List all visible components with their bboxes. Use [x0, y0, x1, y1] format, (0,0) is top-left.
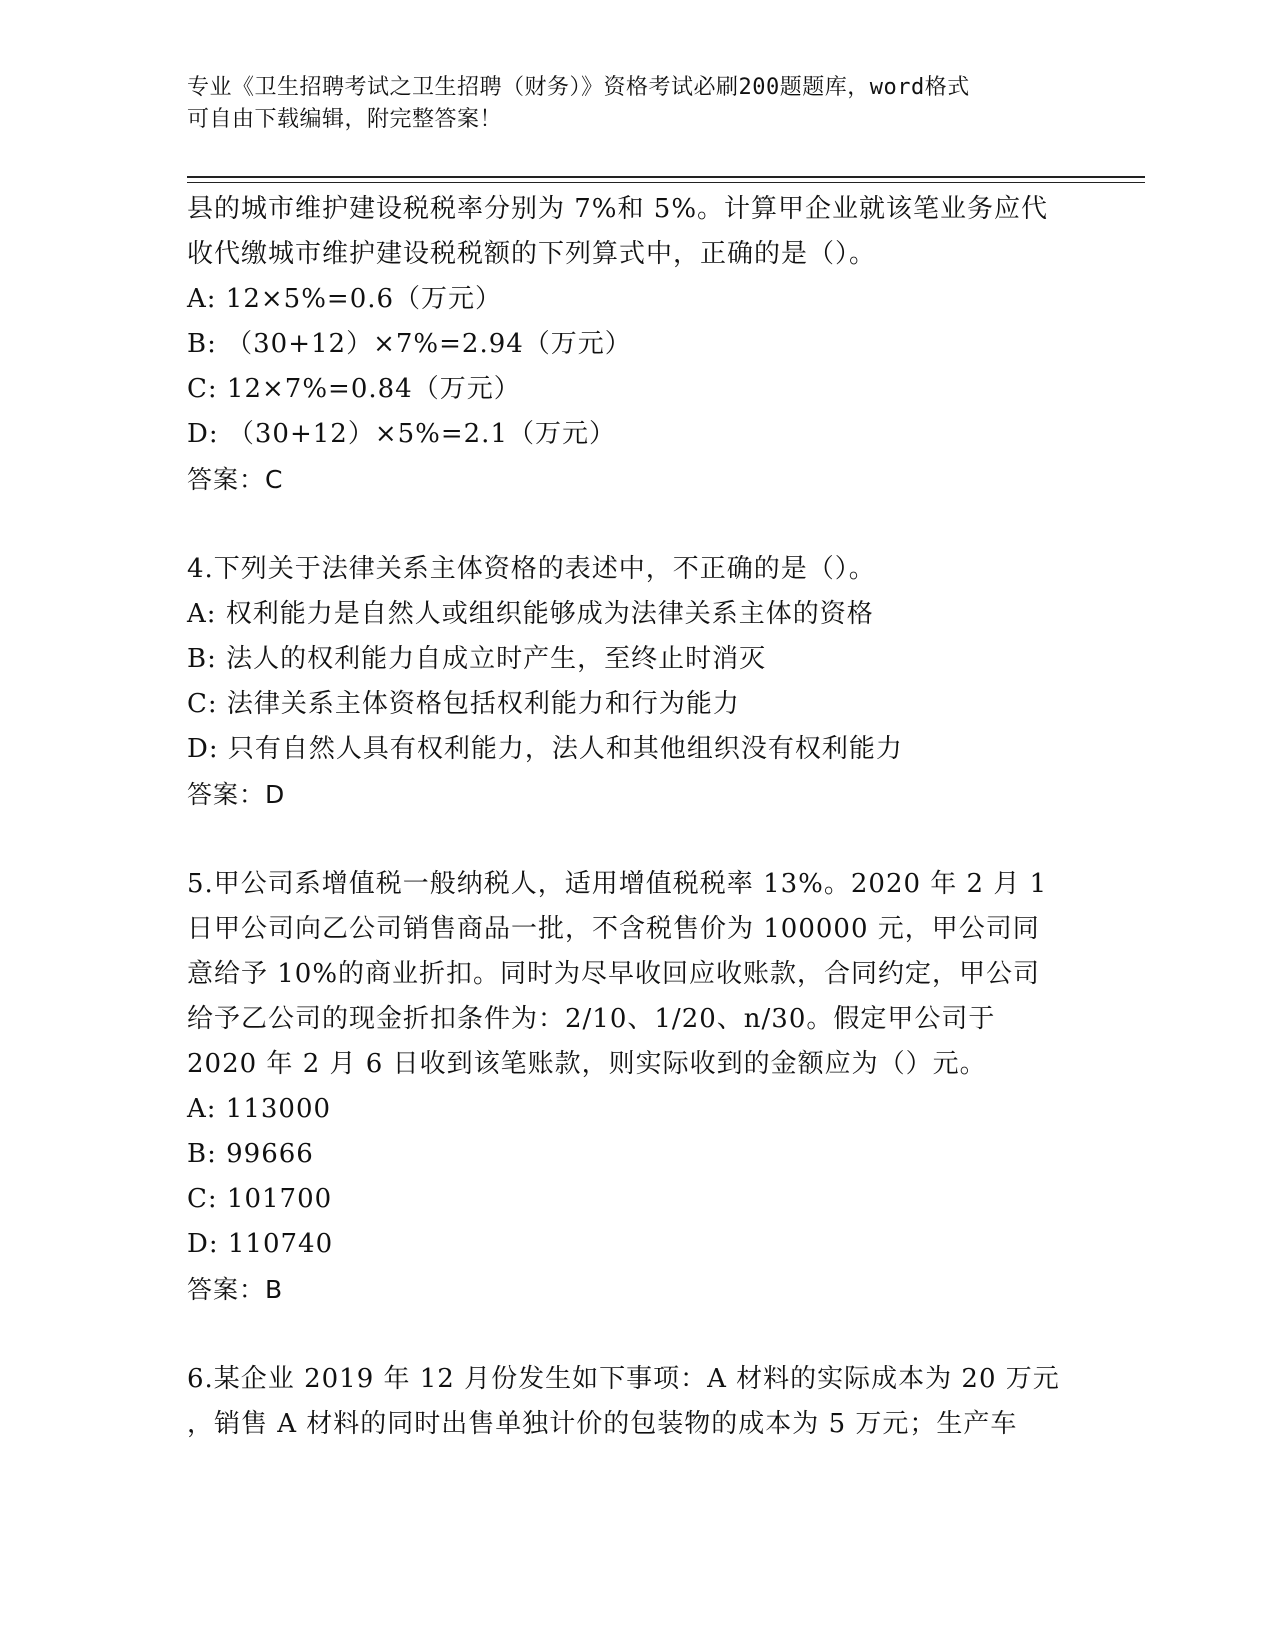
spacer: [187, 817, 1087, 862]
option-d: D: 110740: [187, 1229, 334, 1259]
option-b: B: 99666: [187, 1139, 314, 1169]
option-d: D: （30+12）×5%=2.1（万元）: [187, 419, 616, 449]
question-stem: 日甲公司向乙公司销售商品一批，不含税售价为 100000 元，甲公司同: [187, 914, 1040, 944]
option-a: A: 12×5%=0.6（万元）: [187, 284, 503, 314]
option-c: C: 12×7%=0.84（万元）: [187, 374, 521, 404]
question-stem: 2020 年 2 月 6 日收到该笔账款，则实际收到的金额应为（）元。: [187, 1049, 987, 1079]
option-d: D: 只有自然人具有权利能力，法人和其他组织没有权利能力: [187, 734, 903, 764]
option-c: C: 101700: [187, 1184, 333, 1214]
question-stem: 意给予 10%的商业折扣。同时为尽早收回应收账款，合同约定，甲公司: [187, 959, 1041, 989]
header-rule-thin: [187, 182, 1145, 183]
answer: 答案：B: [187, 1275, 284, 1304]
question-3: [187, 187, 1087, 502]
question-stem: 县的城市维护建设税税率分别为 7%和 5%。计算甲企业就该笔业务应代: [187, 194, 1049, 224]
spacer: [187, 1312, 1087, 1357]
question-stem: ，销售 A 材料的同时出售单独计价的包装物的成本为 5 万元；生产车: [187, 1409, 1018, 1439]
question-stem: 5.甲公司系增值税一般纳税人，适用增值税税率 13%。2020 年 2 月 1: [187, 869, 1048, 899]
option-a: A: 113000: [187, 1094, 332, 1124]
question-5: [187, 862, 1087, 1312]
question-stem: 4.下列关于法律关系主体资格的表述中，不正确的是（）。: [187, 554, 876, 584]
answer: 答案：C: [187, 465, 284, 494]
question-stem: 给予乙公司的现金折扣条件为：2/10、1/20、n/30。假定甲公司于: [187, 1004, 996, 1034]
document-header: [187, 72, 1057, 136]
option-c: C: 法律关系主体资格包括权利能力和行为能力: [187, 689, 740, 719]
option-b: B: 法人的权利能力自成立时产生，至终止时消灭: [187, 644, 767, 674]
answer: 答案：D: [187, 780, 286, 809]
header-line-2: 可自由下载编辑，附完整答案！: [187, 107, 503, 132]
question-stem: 收代缴城市维护建设税税额的下列算式中，正确的是（）。: [187, 239, 877, 269]
question-6: [187, 1357, 1087, 1447]
option-b: B: （30+12）×7%=2.94（万元）: [187, 329, 632, 359]
question-list: [187, 187, 1087, 1447]
header-rule-thick: [187, 176, 1145, 178]
question-4: [187, 547, 1087, 817]
question-stem: 6.某企业 2019 年 12 月份发生如下事项：A 材料的实际成本为 20 万元: [187, 1364, 1060, 1394]
option-a: A: 权利能力是自然人或组织能够成为法律关系主体的资格: [187, 599, 874, 629]
header-line-1: 专业《卫生招聘考试之卫生招聘（财务）》资格考试必刷200题题库，word格式: [187, 75, 970, 100]
spacer: [187, 502, 1087, 547]
